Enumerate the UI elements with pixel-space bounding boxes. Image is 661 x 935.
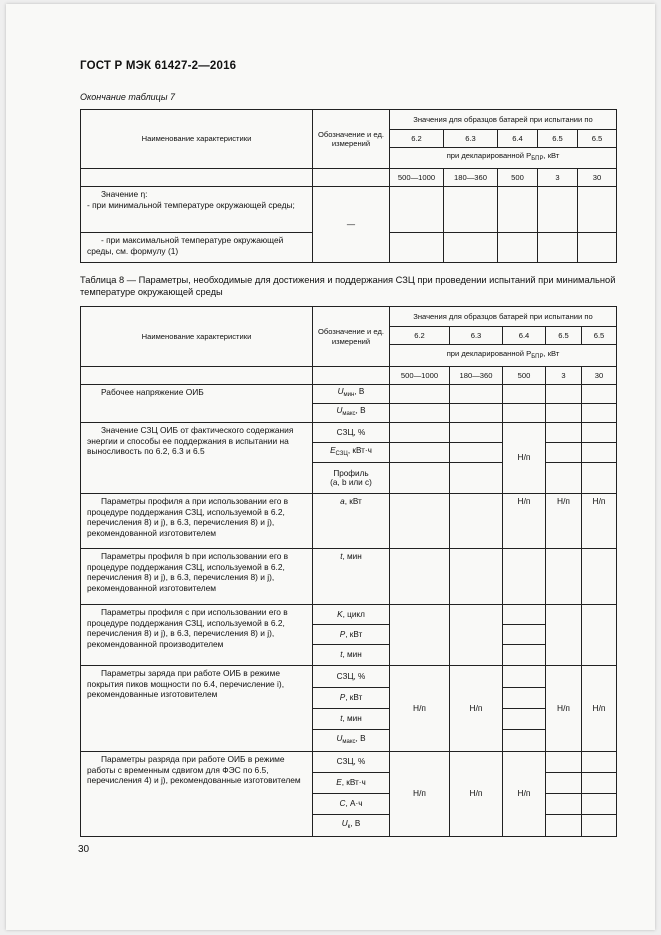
values-group-header: Значения для образцов батарей при испытании по (390, 110, 617, 130)
range-header: 500—1000 (390, 367, 450, 385)
unit-col-header: Обозначение и ед. измерений (313, 110, 390, 169)
unit-cell: — (313, 187, 390, 263)
na-cell: Н/п (503, 494, 546, 549)
unit-cell: E, кВт·ч (313, 773, 390, 794)
unit-cell: $U_{макс}$, В (313, 404, 390, 423)
range-header: 500—1000 (390, 169, 444, 187)
declared-power-header: при декларированной $P_{БПР}$, кВт (390, 345, 617, 367)
test-header: 6.5 (578, 130, 617, 148)
unit-cell: Профиль (a, b или c) (313, 463, 390, 494)
test-header: 6.4 (503, 327, 546, 345)
na-cell: Н/п (450, 752, 503, 837)
unit-cell: K, цикл (313, 605, 390, 625)
range-header: 3 (538, 169, 578, 187)
test-header: 6.5 (546, 327, 582, 345)
test-header: 6.4 (498, 130, 538, 148)
test-header: 6.3 (444, 130, 498, 148)
range-header: 500 (503, 367, 546, 385)
range-header: 180—360 (450, 367, 503, 385)
unit-cell: t, мин (313, 549, 390, 605)
row-name: Рабочее напряжение ОИБ (81, 385, 313, 423)
unit-cell: t, мин (313, 709, 390, 730)
table8-caption: Таблица 8 — Параметры, необходимые для достижения и поддержания СЗЦ при проведении испытаний при минимальной температуре окружающей среды (80, 275, 616, 297)
declared-power-header: при декларированной $P_{БПР}$, кВт (390, 148, 617, 169)
values-group-header: Значения для образцов батарей при испытании по (390, 307, 617, 327)
unit-cell: СЗЦ, % (313, 423, 390, 443)
row-name: Значение η: - при минимальной температуре окружающей среды; (81, 187, 313, 233)
na-cell: Н/п (582, 494, 617, 549)
range-header: 180—360 (444, 169, 498, 187)
table-8 (80, 306, 617, 837)
na-cell: Н/п (390, 666, 450, 752)
unit-cell: СЗЦ, % (313, 752, 390, 773)
table7-caption: Окончание таблицы 7 (80, 92, 175, 102)
range-header: 500 (498, 169, 538, 187)
table-7 (80, 109, 617, 263)
na-cell: Н/п (450, 666, 503, 752)
test-header: 6.5 (582, 327, 617, 345)
page-number: 30 (78, 844, 90, 855)
na-cell: Н/п (546, 494, 582, 549)
na-cell: Н/п (503, 423, 546, 494)
na-cell: Н/п (546, 666, 582, 752)
standard-header: ГОСТ Р МЭК 61427-2—2016 (80, 60, 237, 72)
unit-cell: t, мин (313, 645, 390, 666)
row-name: Параметры разряда при работе ОИБ в режиме работы с временным сдвигом для ФЭС по 6.5, перечисления 4) и j), рекомендованные изготовителем (81, 752, 313, 837)
na-cell: Н/п (503, 752, 546, 837)
unit-cell: $E_{СЗЦ}$, кВт·ч (313, 443, 390, 463)
unit-cell: P, кВт (313, 625, 390, 645)
test-header: 6.2 (390, 130, 444, 148)
na-cell: Н/п (582, 666, 617, 752)
test-header: 6.5 (538, 130, 578, 148)
unit-cell: $U_к$, В (313, 815, 390, 837)
range-header: 3 (546, 367, 582, 385)
name-col-header: Наименование характеристики (81, 307, 313, 367)
unit-cell: C, А·ч (313, 794, 390, 815)
unit-col-header: Обозначение и ед. измерений (313, 307, 390, 367)
unit-cell: СЗЦ, % (313, 666, 390, 688)
name-col-header: Наименование характеристики (81, 110, 313, 169)
test-header: 6.3 (450, 327, 503, 345)
na-cell: Н/п (390, 752, 450, 837)
range-header: 30 (578, 169, 617, 187)
row-name: Параметры профиля b при использовании его в процедуре поддержания СЗЦ, используемой в 6.2, перечисления 8) и j), в 6.3, перечисления 8) и j), рекомендованной изготовителем (81, 549, 313, 605)
test-header: 6.2 (390, 327, 450, 345)
unit-cell: $U_{макс}$, В (313, 730, 390, 752)
row-name: Параметры заряда при работе ОИБ в режиме покрытия пиков мощности по 6.4, перечисление i), рекомендованные изготовителем (81, 666, 313, 752)
range-header: 30 (582, 367, 617, 385)
row-name: Значение СЗЦ ОИБ от фактического содержания энергии и способы ее поддержания в испытании на выносливость по 6.2, 6.3 и 6.5 (81, 423, 313, 494)
row-name: Параметры профиля c при использовании его в процедуре поддержания СЗЦ, используемой в 6.2, перечисления 8) и j), в 6.3, перечисления 8) и j), рекомендованной производителем (81, 605, 313, 666)
unit-cell: P, кВт (313, 688, 390, 709)
unit-cell: a, кВт (313, 494, 390, 549)
row-name: Параметры профиля a при использовании его в процедуре поддержания СЗЦ, используемой в 6.2, перечисления 8) и j), в 6.3, перечисления 8) и j), рекомендованной изготовителем (81, 494, 313, 549)
unit-cell: $U_{мин}$, В (313, 385, 390, 404)
row-name: - при максимальной температуре окружающей среды, см. формулу (1) (81, 233, 313, 263)
